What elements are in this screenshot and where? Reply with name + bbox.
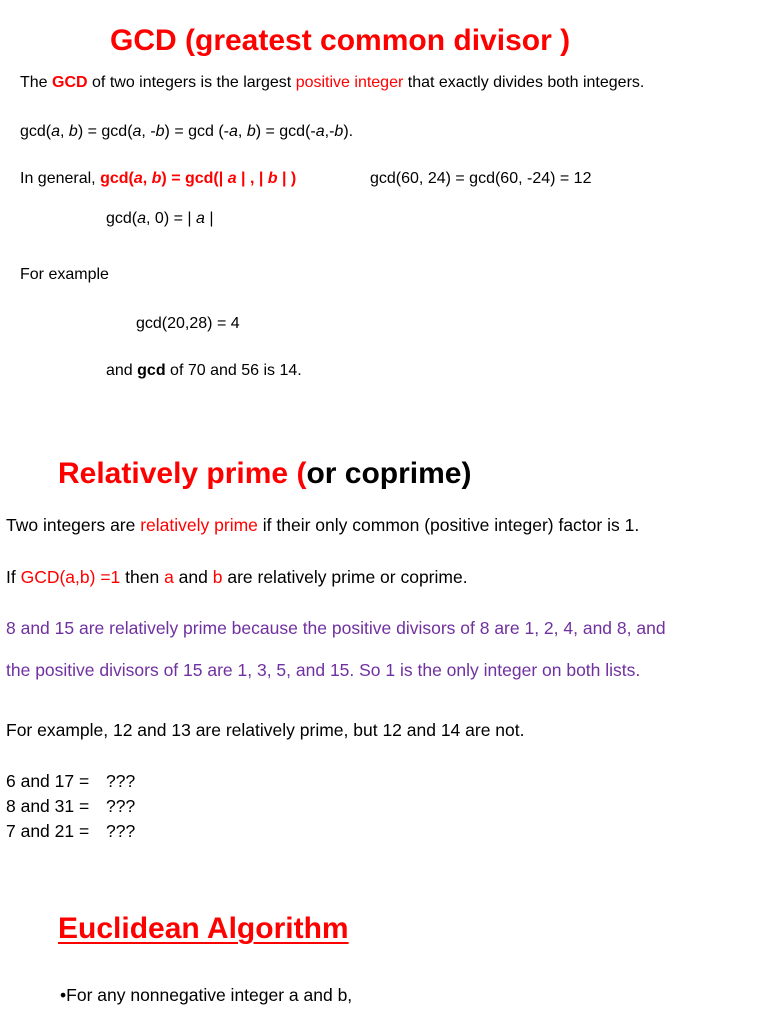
question-pair: 6 and 17 = [6, 771, 90, 791]
gcd-negative-example: gcd(60, 24) = gcd(60, -24) = 12 [370, 170, 592, 187]
text: then [120, 567, 165, 587]
var: b [246, 123, 256, 140]
var-b: b [212, 567, 223, 587]
var: b [151, 170, 162, 187]
t: , [237, 123, 247, 140]
coprime-example: For example, 12 and 13 are relatively prime, but 12 and 14 are not. [6, 720, 525, 740]
euclid-bullet-item [60, 985, 352, 1006]
var: a [229, 123, 238, 140]
var: a [227, 170, 237, 187]
text: if their only common (positive integer) factor is 1. [257, 515, 640, 535]
question-row [6, 821, 135, 842]
t: | [204, 210, 214, 227]
t: ,- [324, 123, 335, 140]
coprime-condition [6, 567, 468, 588]
t: , - [141, 123, 156, 140]
text: of 70 and 56 is 14. [165, 362, 302, 379]
var-a: a [164, 567, 174, 587]
coprime-title [58, 457, 471, 491]
var: a [137, 210, 147, 227]
bullet: • [60, 985, 67, 1005]
text: and [173, 567, 213, 587]
text: of two integers is the largest [87, 74, 296, 91]
t: gcd( [20, 123, 52, 140]
t: , [60, 123, 69, 140]
t: ) = gcd(- [255, 123, 316, 140]
gcd-term: GCD [52, 74, 88, 91]
f: | ) [277, 170, 297, 187]
coprime-definition [6, 515, 639, 536]
gcd-identity [20, 123, 353, 141]
question-pair: 8 and 31 = [6, 796, 90, 816]
gcd-zero-rule [106, 210, 214, 228]
for-example-label: For example [20, 266, 109, 283]
question-pair: 7 and 21 = [6, 821, 90, 841]
var: b [68, 123, 78, 140]
var: a [133, 170, 143, 187]
coprime-term: relatively prime [140, 515, 258, 535]
var: a [51, 123, 61, 140]
text: Two integers are [6, 515, 141, 535]
gcd-bold: gcd [137, 362, 166, 379]
text: The [20, 74, 53, 91]
gcd-title: GCD (greatest common divisor ) [110, 24, 571, 57]
coprime-purple-line-1: 8 and 15 are relatively prime because the positive divisors of 8 are 1, 2, 4, and 8, and [6, 618, 666, 638]
gcd-example-2 [106, 362, 302, 380]
question-answer: ??? [106, 771, 136, 791]
coprime-purple-line-2: the positive divisors of 15 are 1, 3, 5, and 15. So 1 is the only integer on both lists. [6, 660, 641, 680]
positive-integer-term: positive integer [295, 74, 404, 91]
gcd-general-rule [20, 170, 296, 188]
euclid-title: Euclidean Algorithm [58, 912, 349, 945]
t: ). [343, 123, 354, 140]
text: and [106, 362, 138, 379]
question-answer: ??? [106, 821, 136, 841]
gcd-definition [20, 74, 644, 92]
var: a [195, 210, 205, 227]
f: ) = gcd(| [161, 170, 228, 187]
var: a [132, 123, 142, 140]
title-black: or coprime) [306, 457, 472, 490]
f: gcd( [100, 170, 134, 187]
var: b [334, 123, 344, 140]
gcd-condition: GCD(a,b) =1 [20, 567, 121, 587]
question-answer: ??? [106, 796, 136, 816]
text: that exactly divides both integers. [403, 74, 645, 91]
f: | , | [236, 170, 268, 187]
var: a [315, 123, 325, 140]
f: , [142, 170, 152, 187]
t: gcd( [106, 210, 138, 227]
text: In general, [20, 170, 101, 187]
question-row [6, 796, 135, 817]
question-row [6, 771, 135, 792]
t: ) = gcd( [77, 123, 133, 140]
gcd-example-1: gcd(20,28) = 4 [136, 315, 240, 332]
text: are relatively prime or coprime. [222, 567, 468, 587]
t: , 0) = | [146, 210, 196, 227]
title-red: Relatively prime ( [58, 457, 307, 490]
general-formula [100, 170, 296, 187]
var: b [155, 123, 165, 140]
text: If [6, 567, 21, 587]
bullet-text: For any nonnegative integer a and b, [66, 985, 353, 1005]
var: b [267, 170, 278, 187]
t: ) = gcd (- [164, 123, 230, 140]
